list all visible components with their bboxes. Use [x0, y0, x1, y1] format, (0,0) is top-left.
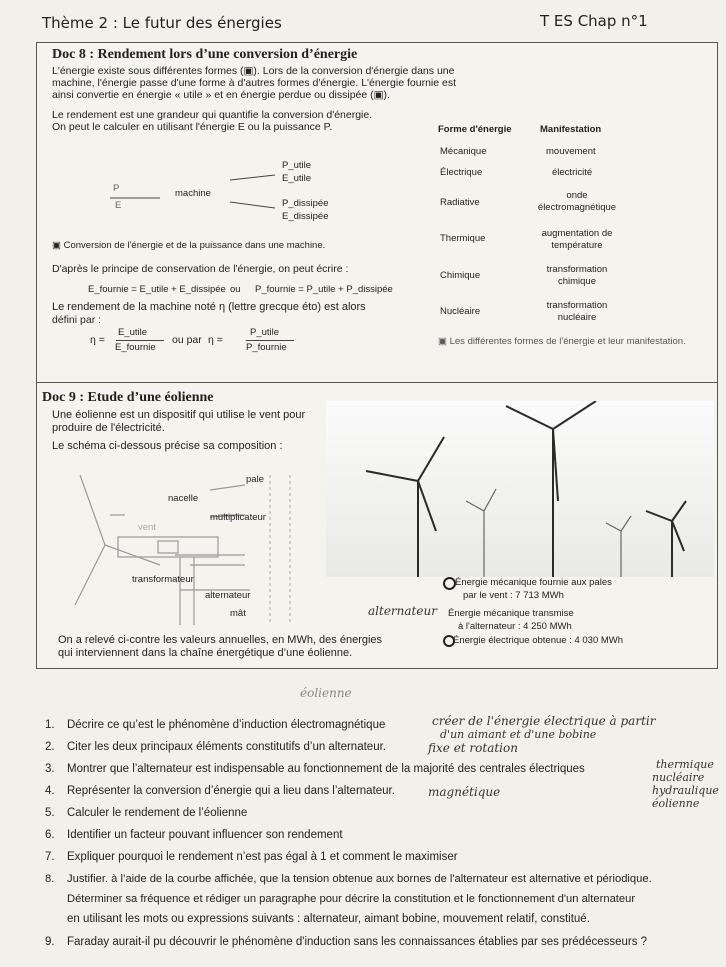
doc8-intro-line1: L'énergie existe sous différentes formes (▣). Lors de la conversion d'énergie dans une: [52, 65, 455, 77]
fraction-p-numerator: P_utile: [250, 327, 280, 338]
doc9-releve-line1: On a relevé ci-contre les valeurs annuelles, en MWh, des énergies: [58, 634, 383, 646]
label-vent: vent: [138, 522, 156, 533]
energy-line-4: à l'alternateur : 4 250 MWh: [458, 621, 572, 632]
table-manif-electrique: électricité: [552, 167, 593, 178]
label-pale: pale: [246, 474, 264, 485]
wind-turbine-schematic: [70, 455, 330, 630]
doc8-rendement-line2: On peut le calculer en utilisant l'énergie E ou la puissance P.: [52, 121, 333, 133]
doc9-para1: Une éolienne est un dispositif qui utilise le vent pour: [52, 409, 306, 421]
chapter-label: T ES Chap n°1: [540, 12, 648, 30]
equation-power: P_fournie = P_utile + P_dissipée: [255, 284, 393, 295]
table-manif-chimique: transformation chimique: [546, 264, 608, 287]
wind-turbines-illustration: [326, 401, 714, 577]
answer-3-hydraulique: hydraulique: [652, 784, 719, 797]
answer-1-line2: d'un aimant et d'une bobine: [440, 728, 597, 741]
question-8-line3: en utilisant les mots ou expressions suivants : alternateur, aimant bobine, mouvement relatif, constitué.: [67, 913, 590, 925]
question-8: 8. Justifier. à l’aide de la courbe affichée, que la tension obtenue aux bornes de l'alternateur est alternative et périodique.: [45, 873, 652, 885]
doc8-intro-line2: machine, l'énergie passe d'une forme à d'autres formes d'énergie. L'énergie fournie est: [52, 77, 457, 89]
question-4: 4. Représenter la conversion d’énergie qui a lieu dans l’alternateur.: [45, 785, 395, 797]
fraction-e-bar: [116, 340, 164, 341]
label-mat: mât: [230, 608, 246, 619]
answer-3-nucleaire: nucléaire: [652, 771, 705, 784]
answer-3-thermique: thermique: [656, 758, 714, 771]
label-multiplicateur: multiplicateur: [210, 512, 266, 523]
ou-par: ou par: [172, 334, 202, 346]
question-8-line2: Déterminer sa fréquence et rédiger un paragraphe pour décrire la constitution et le fonctionnement d'un alternateur: [67, 893, 636, 905]
answer-1-line1: créer de l'énergie électrique à partir: [432, 714, 656, 728]
doc8-title: Doc 8 : Rendement lors d’une conversion d’énergie: [52, 47, 358, 62]
label-transformateur: transformateur: [132, 574, 194, 585]
handwritten-eolienne: éolienne: [300, 686, 352, 700]
energy-line-2: par le vent : 7 713 MWh: [463, 590, 564, 601]
wind-farm-photo: [326, 401, 714, 577]
energy-line-5: Énergie électrique obtenue : 4 030 MWh: [453, 635, 624, 646]
question-6: 6. Identifier un facteur pouvant influencer son rendement: [45, 829, 343, 841]
equation-energy: E_fournie = E_utile + E_dissipée: [88, 284, 226, 295]
answer-2: fixe et rotation: [428, 741, 518, 755]
table-form-electrique: Électrique: [440, 167, 483, 178]
table-form-nucleaire: Nucléaire: [440, 306, 481, 317]
diagram-p-out: P_utile: [282, 160, 312, 171]
question-7: 7. Expliquer pourquoi le rendement n’est pas égal à 1 et comment le maximiser: [45, 851, 458, 863]
energy-line-1: Énergie mécanique fournie aux pales: [455, 577, 612, 588]
eta-symbol-2: η =: [208, 334, 223, 346]
doc8-yield-line2: défini par :: [52, 314, 102, 326]
diagram-p-in: P: [113, 183, 120, 194]
diagram-e-out: E_utile: [282, 173, 312, 184]
answer-4: magnétique: [428, 785, 501, 799]
question-5: 5. Calculer le rendement de l’éolienne: [45, 807, 248, 819]
doc9-para2: produire de l'électricité.: [52, 422, 165, 434]
diagram-machine: machine: [175, 188, 211, 199]
table-caption: ▣ Les différentes formes de l'énergie et leur manifestation.: [438, 336, 686, 347]
question-1: 1. Décrire ce qu’est le phénomène d’induction électromagnétique: [45, 719, 386, 731]
fraction-e-denominator: E_fournie: [115, 342, 156, 353]
diagram-p-diss: P_dissipée: [282, 198, 329, 209]
table-manif-radiative: onde électromagnétique: [537, 190, 617, 213]
equation-or: ou: [230, 284, 241, 295]
doc8-intro-line3: ainsi convertie en énergie « utile » et en énergie perdue ou dissipée (▣).: [52, 89, 390, 101]
fraction-e-numerator: E_utile: [118, 327, 148, 338]
fraction-p-bar: [246, 340, 294, 341]
doc8-caption-conversion: ▣ Conversion de l'énergie et de la puissance dans une machine.: [52, 240, 326, 251]
table-head-manifestation: Manifestation: [540, 124, 602, 135]
table-manif-mecanique: mouvement: [546, 146, 596, 157]
question-3: 3. Montrer que l’alternateur est indispensable au fonctionnement de la majorité des centrales électriques: [45, 763, 585, 775]
doc8-yield-line1: Le rendement de la machine noté η (lettre grecque éto) est alors: [52, 301, 366, 313]
table-manif-thermique: augmentation de température: [541, 228, 613, 251]
doc9-title: Doc 9 : Etude d’une éolienne: [42, 390, 214, 405]
table-form-chimique: Chimique: [440, 270, 481, 281]
table-head-form: Forme d'énergie: [438, 124, 512, 135]
fraction-p-denominator: P_fournie: [246, 342, 287, 353]
doc9-releve-line2: qui interviennent dans la chaîne énergétique d’une éolienne.: [58, 647, 353, 659]
table-manif-nucleaire: transformation nucléaire: [546, 300, 608, 323]
table-form-thermique: Thermique: [440, 233, 486, 244]
table-form-radiative: Radiative: [440, 197, 480, 208]
answer-3-eolienne: éolienne: [652, 797, 700, 810]
table-form-mecanique: Mécanique: [440, 146, 487, 157]
diagram-e-diss: E_dissipée: [282, 211, 329, 222]
doc9-para3: Le schéma ci-dessous précise sa composition :: [52, 440, 283, 452]
handwritten-alternateur: alternateur: [368, 604, 437, 618]
page-theme-title: Thème 2 : Le futur des énergies: [42, 14, 282, 32]
doc8-conservation: D'après le principe de conservation de l'énergie, on peut écrire :: [52, 263, 349, 275]
energy-line-3: Énergie mécanique transmise: [448, 608, 574, 619]
question-9: 9. Faraday aurait-il pu découvrir le phénomène d'induction sans les connaissances établies par ses prédécesseurs ?: [45, 936, 648, 948]
question-2: 2. Citer les deux principaux éléments constitutifs d’un alternateur.: [45, 741, 386, 753]
doc8-rendement-line1: Le rendement est une grandeur qui quantifie la conversion d'énergie.: [52, 109, 373, 121]
label-alternateur: alternateur: [205, 590, 251, 601]
label-nacelle: nacelle: [168, 493, 199, 504]
diagram-e-in: E: [115, 200, 122, 211]
eta-symbol: η =: [90, 334, 105, 346]
